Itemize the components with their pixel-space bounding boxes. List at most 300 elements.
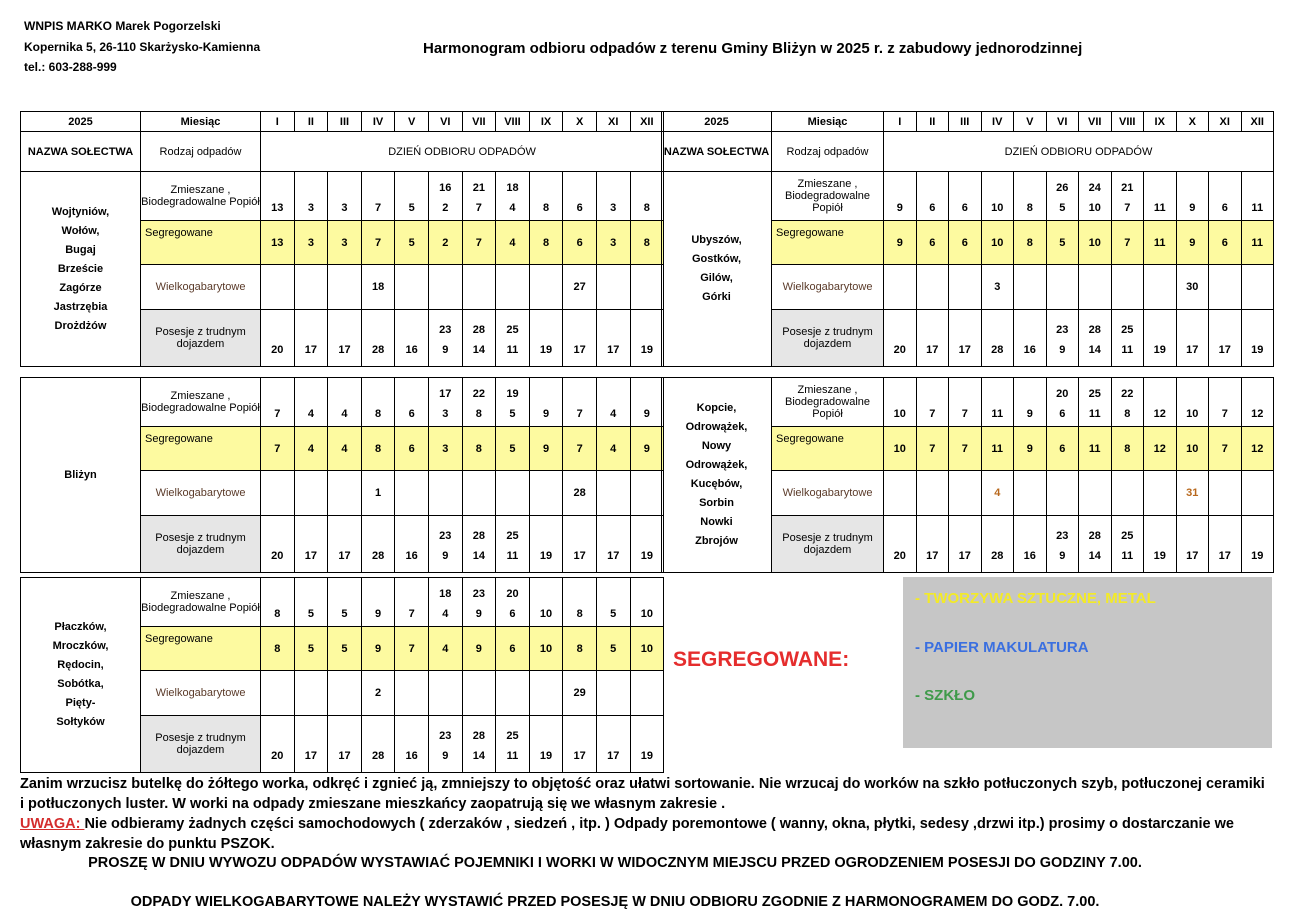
- header-row-labels: [662, 132, 1274, 172]
- warning-label: UWAGA:: [20, 816, 85, 832]
- day-value: 17: [573, 750, 586, 762]
- village-name: Jastrzębia: [53, 300, 108, 313]
- day-hard_access-X: [1176, 516, 1209, 573]
- day-mixed-VII: [462, 578, 496, 627]
- day-mixed-IX: [1144, 172, 1177, 221]
- day-segregated-VIII: 8: [1111, 427, 1144, 471]
- day-mixed-VI: [1046, 172, 1079, 221]
- day-value: 16: [1023, 550, 1036, 562]
- day-bulky-IX: [529, 471, 563, 516]
- day-segregated-VII: 11: [1079, 427, 1112, 471]
- village-name: Wołów,: [61, 224, 100, 237]
- day-bulky-V: [395, 671, 429, 716]
- village-name: Sołtyków: [56, 716, 105, 728]
- village-name: Bliżyn: [64, 468, 97, 481]
- day-value: 8: [274, 608, 281, 620]
- day-segregated-XII: 11: [1241, 221, 1274, 265]
- day-hard_access-X: [563, 310, 597, 367]
- waste-type-segregated: Segregowane: [141, 427, 261, 471]
- day-hard_access-IX: [1144, 310, 1177, 367]
- day-value: 7: [475, 202, 482, 214]
- day-value: 17: [304, 750, 318, 762]
- day-value: 16: [405, 550, 418, 562]
- day-hard_access-IV: [361, 716, 395, 773]
- day-mixed-III: [949, 172, 982, 221]
- day-hard_access-XII: [630, 716, 664, 773]
- day-mixed-IX: [529, 378, 563, 427]
- company-phone: tel.: 603-288-999: [24, 60, 117, 74]
- day-bulky-IX: [1144, 471, 1177, 516]
- day-segregated-I: 10: [884, 427, 917, 471]
- day-value: 20: [271, 550, 284, 562]
- day-value: 6: [576, 202, 583, 214]
- day-mixed-XI: [1209, 172, 1242, 221]
- day-value: 19: [640, 344, 653, 356]
- day-mixed-II: [294, 578, 328, 627]
- day-value: 5: [307, 608, 314, 620]
- day-bulky-IX: [529, 265, 563, 310]
- day-hard_access-VII: [1079, 310, 1112, 367]
- village-names: [21, 378, 141, 573]
- day-mixed-V: [395, 378, 429, 427]
- day-segregated-XII: 10: [630, 627, 664, 671]
- day-value: 6: [408, 408, 415, 420]
- month-VI: VI: [428, 112, 462, 132]
- day-mixed-XII: [630, 578, 664, 627]
- day-bulky-IV: 4: [981, 471, 1014, 516]
- day-value: 9: [1189, 202, 1196, 214]
- day-mixed-II: [294, 172, 328, 221]
- day-value: 13: [271, 202, 284, 214]
- day-value-second: 28: [1088, 324, 1101, 336]
- month-label: Miesiąc: [772, 112, 884, 132]
- waste-type-mixed: Zmieszane , Biodegradowalne Popiół: [772, 378, 884, 427]
- day-value: 2: [442, 202, 449, 214]
- day-hard_access-I: [261, 516, 295, 573]
- day-value: 10: [1186, 408, 1199, 420]
- day-value-second: 25: [506, 324, 519, 336]
- village-name: Pięty-: [65, 697, 96, 709]
- day-value: 4: [509, 202, 516, 214]
- day-bulky-IV: 1: [361, 471, 395, 516]
- day-value: 7: [961, 408, 968, 420]
- company-name: WNPIS MARKO Marek Pogorzelski: [24, 19, 221, 33]
- day-segregated-XI: 7: [1209, 427, 1242, 471]
- day-value: 14: [1088, 344, 1101, 356]
- village-names: [662, 172, 772, 367]
- day-value: 28: [991, 344, 1004, 356]
- day-value: 4: [610, 408, 617, 420]
- day-value-second: 21: [472, 182, 485, 194]
- day-segregated-VI: 4: [428, 627, 462, 671]
- day-segregated-XI: 4: [596, 427, 630, 471]
- day-value-second: 23: [472, 588, 485, 600]
- day-value: 9: [442, 550, 449, 562]
- day-segregated-IV: 11: [981, 427, 1014, 471]
- day-hard_access-V: [395, 516, 429, 573]
- day-value-second: 16: [439, 182, 452, 194]
- day-value: 5: [1059, 202, 1066, 214]
- day-value-second: 18: [439, 588, 452, 600]
- village-name: Zbrojów: [695, 535, 738, 547]
- day-hard_access-IX: [529, 516, 563, 573]
- day-value: 3: [341, 202, 348, 214]
- day-mixed-XI: [596, 578, 630, 627]
- day-value: 8: [643, 202, 650, 214]
- day-hard_access-III: [949, 516, 982, 573]
- day-value: 7: [929, 408, 936, 420]
- day-hard_access-III: [949, 310, 982, 367]
- note-containers: PROSZĘ W DNIU WYWOZU ODPADÓW WYSTAWIAĆ POJEMNIKI I WORKI W WIDOCZNYM MIEJSCU PRZED OGRODZENIEM POSESJI DO GODZINY 7.00.: [88, 855, 1142, 871]
- day-bulky-XI: [596, 671, 630, 716]
- day-value: 8: [576, 608, 583, 620]
- day-mixed-XI: [596, 378, 630, 427]
- day-value: 20: [271, 344, 284, 356]
- day-value: 19: [1153, 550, 1166, 562]
- day-value: 17: [607, 750, 620, 762]
- village-name: Gilów,: [700, 272, 733, 284]
- day-hard_access-XII: [1241, 516, 1274, 573]
- day-value: 17: [1218, 344, 1231, 356]
- day-value: 11: [506, 550, 519, 562]
- day-hard_access-XII: [1241, 310, 1274, 367]
- day-value-second: 28: [472, 530, 485, 542]
- day-mixed-XI: [596, 172, 630, 221]
- day-hard_access-I: [261, 716, 295, 773]
- day-value-second: 19: [506, 388, 519, 400]
- day-value: 10: [893, 408, 906, 420]
- day-bulky-XI: [1209, 265, 1242, 310]
- day-segregated-XII: 9: [630, 427, 664, 471]
- day-mixed-III: [328, 378, 362, 427]
- day-value: 14: [1088, 550, 1101, 562]
- day-mixed-IX: [1144, 378, 1177, 427]
- day-mixed-IV: [361, 172, 395, 221]
- day-bulky-XII: [630, 265, 664, 310]
- day-segregated-XI: 6: [1209, 221, 1242, 265]
- day-mixed-V: [1014, 172, 1047, 221]
- day-bulky-III: [328, 265, 362, 310]
- day-mixed-XI: [1209, 378, 1242, 427]
- day-value: 11: [506, 344, 519, 356]
- segregation-title: SEGREGOWANE:: [673, 648, 850, 671]
- day-mixed-VIII: [1111, 172, 1144, 221]
- day-segregated-III: 7: [949, 427, 982, 471]
- day-bulky-XII: [1241, 265, 1274, 310]
- day-bulky-XI: [1209, 471, 1242, 516]
- village-name: Odrowążek,: [685, 459, 748, 471]
- day-bulky-VII: [462, 265, 496, 310]
- day-mixed-III: [328, 578, 362, 627]
- day-mixed-II: [294, 378, 328, 427]
- day-value: 10: [640, 608, 653, 620]
- village-names: [21, 172, 141, 367]
- waste-type-hard_access: Posesje z trudnym dojazdem: [141, 516, 261, 573]
- day-value: 9: [542, 408, 550, 420]
- day-segregated-III: 3: [328, 221, 362, 265]
- day-hard_access-VI: [428, 716, 462, 773]
- day-segregated-X: 8: [563, 627, 597, 671]
- waste-type-segregated: Segregowane: [141, 221, 261, 265]
- day-segregated-IV: 10: [981, 221, 1014, 265]
- day-mixed-XII: [1241, 378, 1274, 427]
- day-value: 19: [539, 750, 553, 762]
- day-hard_access-V: [395, 716, 429, 773]
- day-segregated-II: 5: [294, 627, 328, 671]
- day-value: 4: [341, 408, 348, 420]
- day-bulky-XII: [630, 471, 664, 516]
- month-XI: XI: [596, 112, 630, 132]
- day-value: 19: [539, 344, 553, 356]
- day-value: 7: [1221, 408, 1228, 420]
- month-IX: IX: [529, 112, 563, 132]
- month-III: III: [328, 112, 362, 132]
- day-mixed-II: [916, 378, 949, 427]
- day-value-second: 25: [506, 730, 519, 742]
- day-value-second: 28: [472, 730, 485, 742]
- day-mixed-I: [261, 172, 295, 221]
- day-value: 14: [472, 344, 485, 356]
- day-hard_access-VI: [1046, 310, 1079, 367]
- day-hard_access-II: [916, 310, 949, 367]
- village-name: Kopcie,: [696, 402, 737, 414]
- month-IX: IX: [1144, 112, 1177, 132]
- day-segregated-IX: 12: [1144, 427, 1177, 471]
- day-segregated-XI: 3: [596, 221, 630, 265]
- day-value-second: 22: [472, 388, 485, 400]
- day-value: 4: [442, 608, 449, 620]
- month-VIII: VIII: [1111, 112, 1144, 132]
- day-bulky-VI: [428, 671, 462, 716]
- day-mixed-IV: [981, 172, 1014, 221]
- waste-type-hard_access: Posesje z trudnym dojazdem: [141, 310, 261, 367]
- day-value-second: 28: [1088, 530, 1101, 542]
- village-name: Ubyszów,: [691, 234, 742, 246]
- waste-type-bulky: Wielkogabarytowe: [141, 471, 261, 516]
- schedule-table-left-3: [20, 577, 664, 773]
- day-value: 17: [1186, 344, 1199, 356]
- day-segregated-II: 6: [916, 221, 949, 265]
- day-value-second: 23: [439, 324, 452, 336]
- pickup-day-label: DZIEŃ ODBIORU ODPADÓW: [261, 132, 664, 172]
- day-bulky-VII: [1079, 265, 1112, 310]
- day-value: 17: [1186, 550, 1199, 562]
- day-segregated-VIII: 5: [496, 427, 530, 471]
- village-name: Mroczków,: [52, 640, 109, 652]
- day-segregated-VI: 5: [1046, 221, 1079, 265]
- waste-type-mixed: Zmieszane , Biodegradowalne Popiół: [141, 578, 261, 627]
- day-hard_access-VIII: [1111, 310, 1144, 367]
- day-mixed-III: [328, 172, 362, 221]
- day-value-second: 23: [439, 530, 452, 542]
- waste-type-hard_access: Posesje z trudnym dojazdem: [772, 310, 884, 367]
- day-value: 20: [271, 750, 284, 762]
- waste-type-segregated: Segregowane: [141, 627, 261, 671]
- day-value: 19: [1251, 344, 1264, 356]
- day-segregated-III: 5: [328, 627, 362, 671]
- day-bulky-VIII: [496, 471, 530, 516]
- day-mixed-XII: [1241, 172, 1274, 221]
- day-value: 4: [307, 408, 314, 420]
- day-segregated-III: 6: [949, 221, 982, 265]
- day-value: 20: [893, 550, 906, 562]
- month-X: X: [1176, 112, 1209, 132]
- day-value: 6: [1221, 202, 1228, 214]
- village-names: [21, 578, 141, 773]
- note-warning: [20, 814, 1272, 854]
- day-value: 7: [274, 408, 281, 420]
- day-segregated-VI: 2: [428, 221, 462, 265]
- day-hard_access-IV: [361, 516, 395, 573]
- day-bulky-X: 28: [563, 471, 597, 516]
- day-segregated-VII: 10: [1079, 221, 1112, 265]
- day-hard_access-III: [328, 716, 362, 773]
- day-value: 11: [506, 750, 519, 762]
- day-value: 11: [1251, 202, 1264, 214]
- row-mixed: [662, 378, 1274, 427]
- day-hard_access-III: [328, 310, 362, 367]
- day-hard_access-VI: [1046, 516, 1079, 573]
- day-bulky-VI: [428, 265, 462, 310]
- day-value: 17: [1218, 550, 1231, 562]
- day-hard_access-XII: [630, 310, 664, 367]
- village-name: Bugaj: [65, 243, 96, 256]
- day-value-second: 18: [506, 182, 519, 194]
- day-bulky-IX: [1144, 265, 1177, 310]
- day-hard_access-VIII: [1111, 516, 1144, 573]
- day-segregated-V: 8: [1014, 221, 1047, 265]
- day-value: 8: [375, 408, 382, 420]
- day-hard_access-V: [1014, 310, 1047, 367]
- month-III: III: [949, 112, 982, 132]
- header-row-months: [662, 112, 1274, 132]
- day-bulky-VIII: [496, 671, 530, 716]
- day-value: 19: [1251, 550, 1264, 562]
- day-mixed-VII: [462, 172, 496, 221]
- day-hard_access-XI: [1209, 310, 1242, 367]
- day-segregated-IX: 11: [1144, 221, 1177, 265]
- day-value: 20: [893, 344, 906, 356]
- month-I: I: [261, 112, 295, 132]
- day-mixed-IX: [529, 172, 563, 221]
- day-hard_access-VI: [428, 516, 462, 573]
- day-hard_access-XI: [596, 310, 630, 367]
- day-value: 9: [442, 344, 449, 356]
- day-value: 8: [1124, 408, 1131, 420]
- day-segregated-II: 4: [294, 427, 328, 471]
- day-value: 17: [926, 550, 939, 562]
- day-bulky-VI: [1046, 265, 1079, 310]
- day-bulky-XI: [596, 471, 630, 516]
- schedule-table-left-1: [20, 111, 664, 367]
- waste-type-mixed: Zmieszane , Biodegradowalne Popiół: [141, 378, 261, 427]
- day-value: 16: [1023, 344, 1036, 356]
- day-hard_access-XI: [596, 716, 630, 773]
- day-segregated-XI: 5: [596, 627, 630, 671]
- schedule-table-right-2: [661, 377, 1274, 573]
- month-II: II: [294, 112, 328, 132]
- day-mixed-VI: [428, 172, 462, 221]
- day-mixed-IV: [361, 578, 395, 627]
- day-segregated-VI: 6: [1046, 427, 1079, 471]
- day-value: 8: [542, 202, 550, 214]
- day-value: 17: [338, 344, 351, 356]
- day-value: 14: [472, 750, 485, 762]
- day-value: 16: [405, 344, 418, 356]
- day-value: 19: [640, 550, 653, 562]
- company-address: Kopernika 5, 26-110 Skarżysko-Kamienna: [24, 40, 261, 54]
- waste-type-segregated: Segregowane: [772, 221, 884, 265]
- village-name: Sorbin: [699, 497, 734, 509]
- day-mixed-VIII: [496, 578, 530, 627]
- month-VI: VI: [1046, 112, 1079, 132]
- header-row-months: [21, 112, 664, 132]
- day-value: 10: [539, 608, 553, 620]
- day-bulky-I: [261, 671, 295, 716]
- day-segregated-I: 9: [884, 221, 917, 265]
- segregation-legend: [903, 577, 1272, 748]
- day-segregated-XII: 8: [630, 221, 664, 265]
- day-value: 19: [640, 750, 653, 762]
- day-value: 7: [576, 408, 583, 420]
- row-mixed: [21, 578, 664, 627]
- legend-plastic-metal: - TWORZYWA SZTUCZNE, METAL: [915, 590, 1156, 607]
- day-hard_access-I: [884, 516, 917, 573]
- day-bulky-I: [884, 471, 917, 516]
- day-bulky-X: 29: [563, 671, 597, 716]
- day-bulky-II: [294, 265, 328, 310]
- day-value: 6: [961, 202, 968, 214]
- day-bulky-IV: 2: [361, 671, 395, 716]
- day-mixed-VII: [462, 378, 496, 427]
- waste-type-hard_access: Posesje z trudnym dojazdem: [772, 516, 884, 573]
- day-segregated-VIII: 6: [496, 627, 530, 671]
- day-value: 17: [958, 344, 971, 356]
- day-value: 10: [991, 202, 1004, 214]
- day-hard_access-X: [563, 516, 597, 573]
- day-segregated-V: 7: [395, 627, 429, 671]
- day-mixed-VIII: [1111, 378, 1144, 427]
- day-bulky-XII: [630, 671, 664, 716]
- day-value: 9: [1059, 550, 1066, 562]
- day-value-second: 25: [1121, 324, 1134, 336]
- day-value: 9: [896, 202, 903, 214]
- year-cell: 2025: [662, 112, 772, 132]
- waste-type-bulky: Wielkogabarytowe: [141, 265, 261, 310]
- day-value: 7: [408, 608, 415, 620]
- day-hard_access-III: [328, 516, 362, 573]
- village-name: Nowki: [700, 516, 733, 528]
- village-name: Płaczków,: [54, 621, 107, 633]
- day-mixed-I: [261, 378, 295, 427]
- village-name: Kucębów,: [690, 478, 743, 490]
- village-name: Rędocin,: [57, 659, 104, 671]
- day-value: 28: [371, 344, 385, 356]
- day-segregated-IX: 10: [529, 627, 563, 671]
- day-hard_access-I: [261, 310, 295, 367]
- day-value: 5: [610, 608, 617, 620]
- day-value: 3: [442, 408, 449, 420]
- day-mixed-II: [916, 172, 949, 221]
- day-segregated-IV: 9: [361, 627, 395, 671]
- village-name: Gostków,: [691, 253, 742, 265]
- day-value: 10: [1088, 202, 1101, 214]
- day-value-second: 20: [506, 588, 519, 600]
- day-mixed-VI: [1046, 378, 1079, 427]
- day-value: 28: [991, 550, 1004, 562]
- day-segregated-VIII: 4: [496, 221, 530, 265]
- day-segregated-III: 4: [328, 427, 362, 471]
